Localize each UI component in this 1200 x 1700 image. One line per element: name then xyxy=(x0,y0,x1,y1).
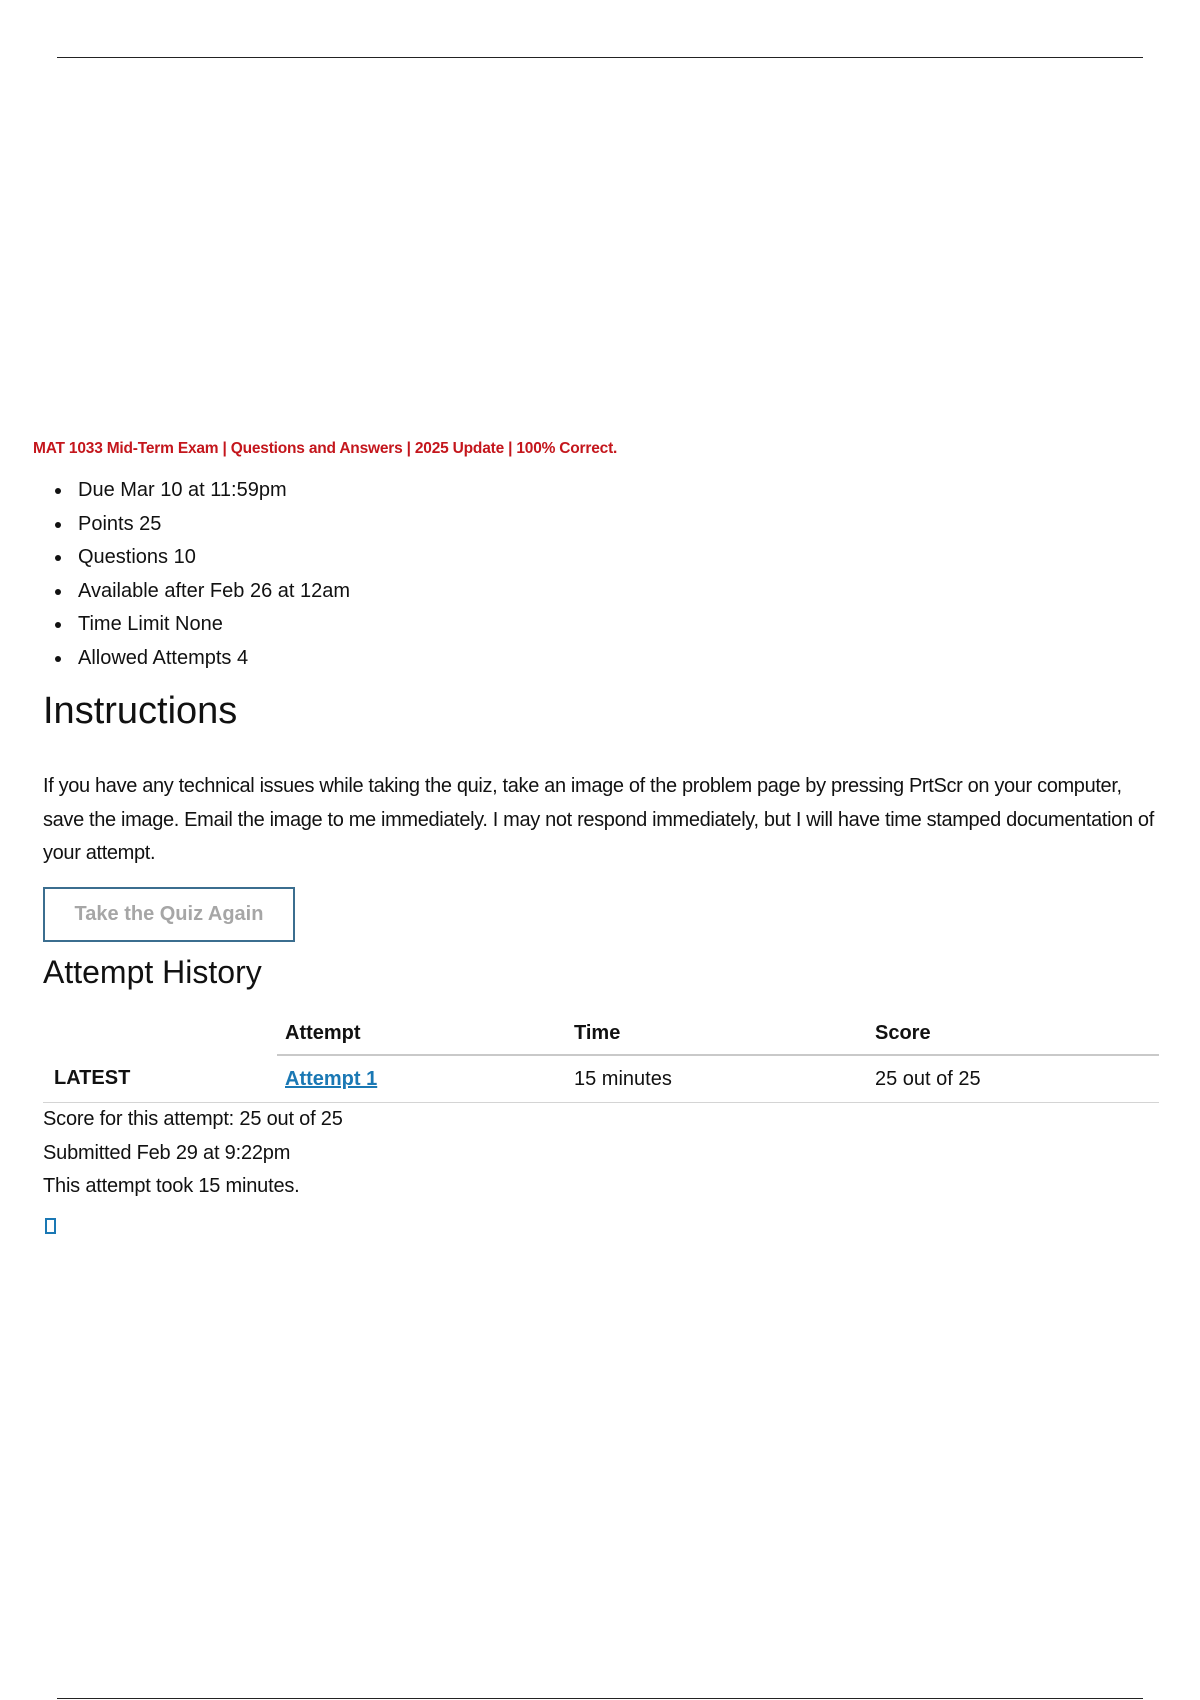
attempt-1-link[interactable]: Attempt 1 xyxy=(285,1067,378,1090)
instructions-heading: Instructions xyxy=(43,690,238,732)
placeholder-box-icon xyxy=(45,1218,56,1234)
attempt-status-cell: LATEST xyxy=(43,1055,277,1103)
quiz-detail-time-limit xyxy=(52,608,350,642)
quiz-detail-time-limit-text: Time Limit None xyxy=(78,613,223,636)
attempt-score-cell: 25 out of 25 xyxy=(867,1055,1159,1103)
quiz-detail-points-text: Points 25 xyxy=(78,512,162,535)
bullet-icon xyxy=(55,488,61,494)
take-quiz-again-button[interactable]: Take the Quiz Again xyxy=(43,887,295,942)
attempt-link-cell xyxy=(277,1055,566,1103)
document-title: MAT 1033 Mid-Term Exam | Questions and Answers | 2025 Update | 100% Correct. xyxy=(33,440,618,457)
quiz-detail-attempts xyxy=(52,642,350,676)
bullet-icon xyxy=(55,622,61,628)
quiz-detail-available xyxy=(52,575,350,609)
table-row xyxy=(43,1055,1159,1103)
attempt-history-heading: Attempt History xyxy=(43,954,262,990)
bullet-icon xyxy=(55,589,61,595)
bullet-icon xyxy=(55,555,61,561)
quiz-detail-points xyxy=(52,508,350,542)
quiz-detail-questions xyxy=(52,541,350,575)
quiz-detail-attempts-text: Allowed Attempts 4 xyxy=(78,646,249,669)
attempt-summary xyxy=(43,1103,343,1204)
instructions-text: If you have any technical issues while taking the quiz, take an image of the problem page by pressing PrtScr on your computer, save the image. Email the image to me immediately. I may not respond immediately, but I will have time stamped documentation of your attempt. xyxy=(43,775,1154,864)
column-header-score: Score xyxy=(867,1012,1159,1055)
attempt-time-cell: 15 minutes xyxy=(566,1055,867,1103)
bullet-icon xyxy=(55,656,61,662)
table-header-row xyxy=(43,1012,1159,1055)
quiz-detail-questions-text: Questions 10 xyxy=(78,546,196,569)
quiz-detail-due xyxy=(52,474,350,508)
attempt-score-text: Score for this attempt: 25 out of 25 xyxy=(43,1108,343,1130)
column-header-status xyxy=(43,1012,277,1055)
attempt-duration-text: This attempt took 15 minutes. xyxy=(43,1175,300,1198)
attempt-history-table xyxy=(43,1012,1159,1103)
attempt-submitted-text: Submitted Feb 29 at 9:22pm xyxy=(43,1141,291,1164)
bullet-icon xyxy=(55,522,61,528)
column-header-time: Time xyxy=(566,1012,867,1055)
quiz-details-list xyxy=(52,474,350,676)
quiz-detail-available-text: Available after Feb 26 at 12am xyxy=(78,579,351,602)
page-bottom-rule xyxy=(57,1698,1143,1699)
page-top-rule xyxy=(57,57,1143,58)
column-header-attempt: Attempt xyxy=(277,1012,566,1055)
quiz-detail-due-text: Due Mar 10 at 11:59pm xyxy=(78,479,287,501)
